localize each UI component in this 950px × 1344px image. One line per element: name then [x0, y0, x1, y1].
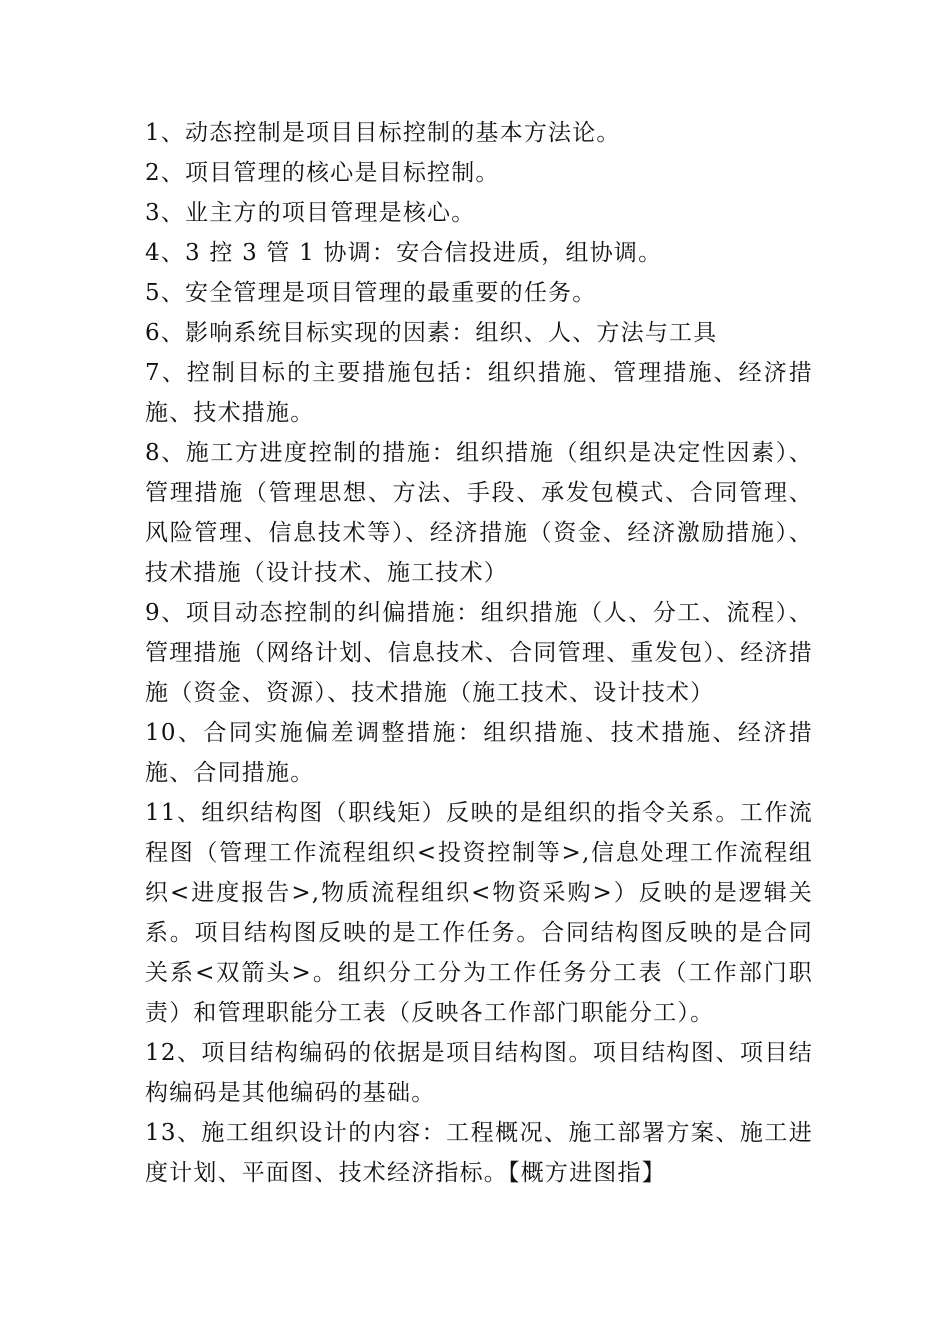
list-item: 1、动态控制是项目目标控制的基本方法论。 [145, 120, 621, 146]
list-item: 5、安全管理是项目管理的最重要的任务。 [145, 280, 597, 306]
list-item: 8、施工方进度控制的措施：组织措施（组织是决定性因素）、管理措施（管理思想、方法、手段、承发包模式、合同管理、风险管理、信息技术等）、经济措施（资金、经济激励措施）、技术措施（设计技术、施工技术） [145, 440, 813, 586]
list-item: 7、控制目标的主要措施包括：组织措施、管理措施、经济措施、技术措施。 [145, 360, 813, 426]
list-item: 3、业主方的项目管理是核心。 [145, 200, 476, 226]
list-item: 9、项目动态控制的纠偏措施：组织措施（人、分工、流程）、管理措施（网络计划、信息技术、合同管理、重发包）、经济措施（资金、资源）、技术措施（施工技术、设计技术） [145, 600, 813, 706]
document-body [145, 113, 813, 1193]
list-item: 12、项目结构编码的依据是项目结构图。项目结构图、项目结构编码是其他编码的基础。 [145, 1040, 813, 1106]
list-item: 2、项目管理的核心是目标控制。 [145, 160, 500, 186]
list-item: 10、合同实施偏差调整措施：组织措施、技术措施、经济措施、合同措施。 [145, 720, 813, 786]
list-item: 11、组织结构图（职线矩）反映的是组织的指令关系。工作流程图（管理工作流程组织<投资控制等>,信息处理工作流程组织<进度报告>,物质流程组织<物资采购>）反映的是逻辑关系。项目结构图反映的是工作任务。合同结构图反映的是合同关系<双箭头>。组织分工分为工作任务分工表（工作部门职责）和管理职能分工表（反映各工作部门职能分工）。 [145, 800, 813, 1026]
list-item: 13、施工组织设计的内容：工程概况、施工部署方案、施工进度计划、平面图、技术经济指标。【概方进图指】 [145, 1120, 813, 1186]
list-item: 4、3 控 3 管 1 协调：安合信投进质，组协调。 [145, 240, 663, 266]
list-item: 6、影响系统目标实现的因素：组织、人、方法与工具 [145, 320, 718, 346]
